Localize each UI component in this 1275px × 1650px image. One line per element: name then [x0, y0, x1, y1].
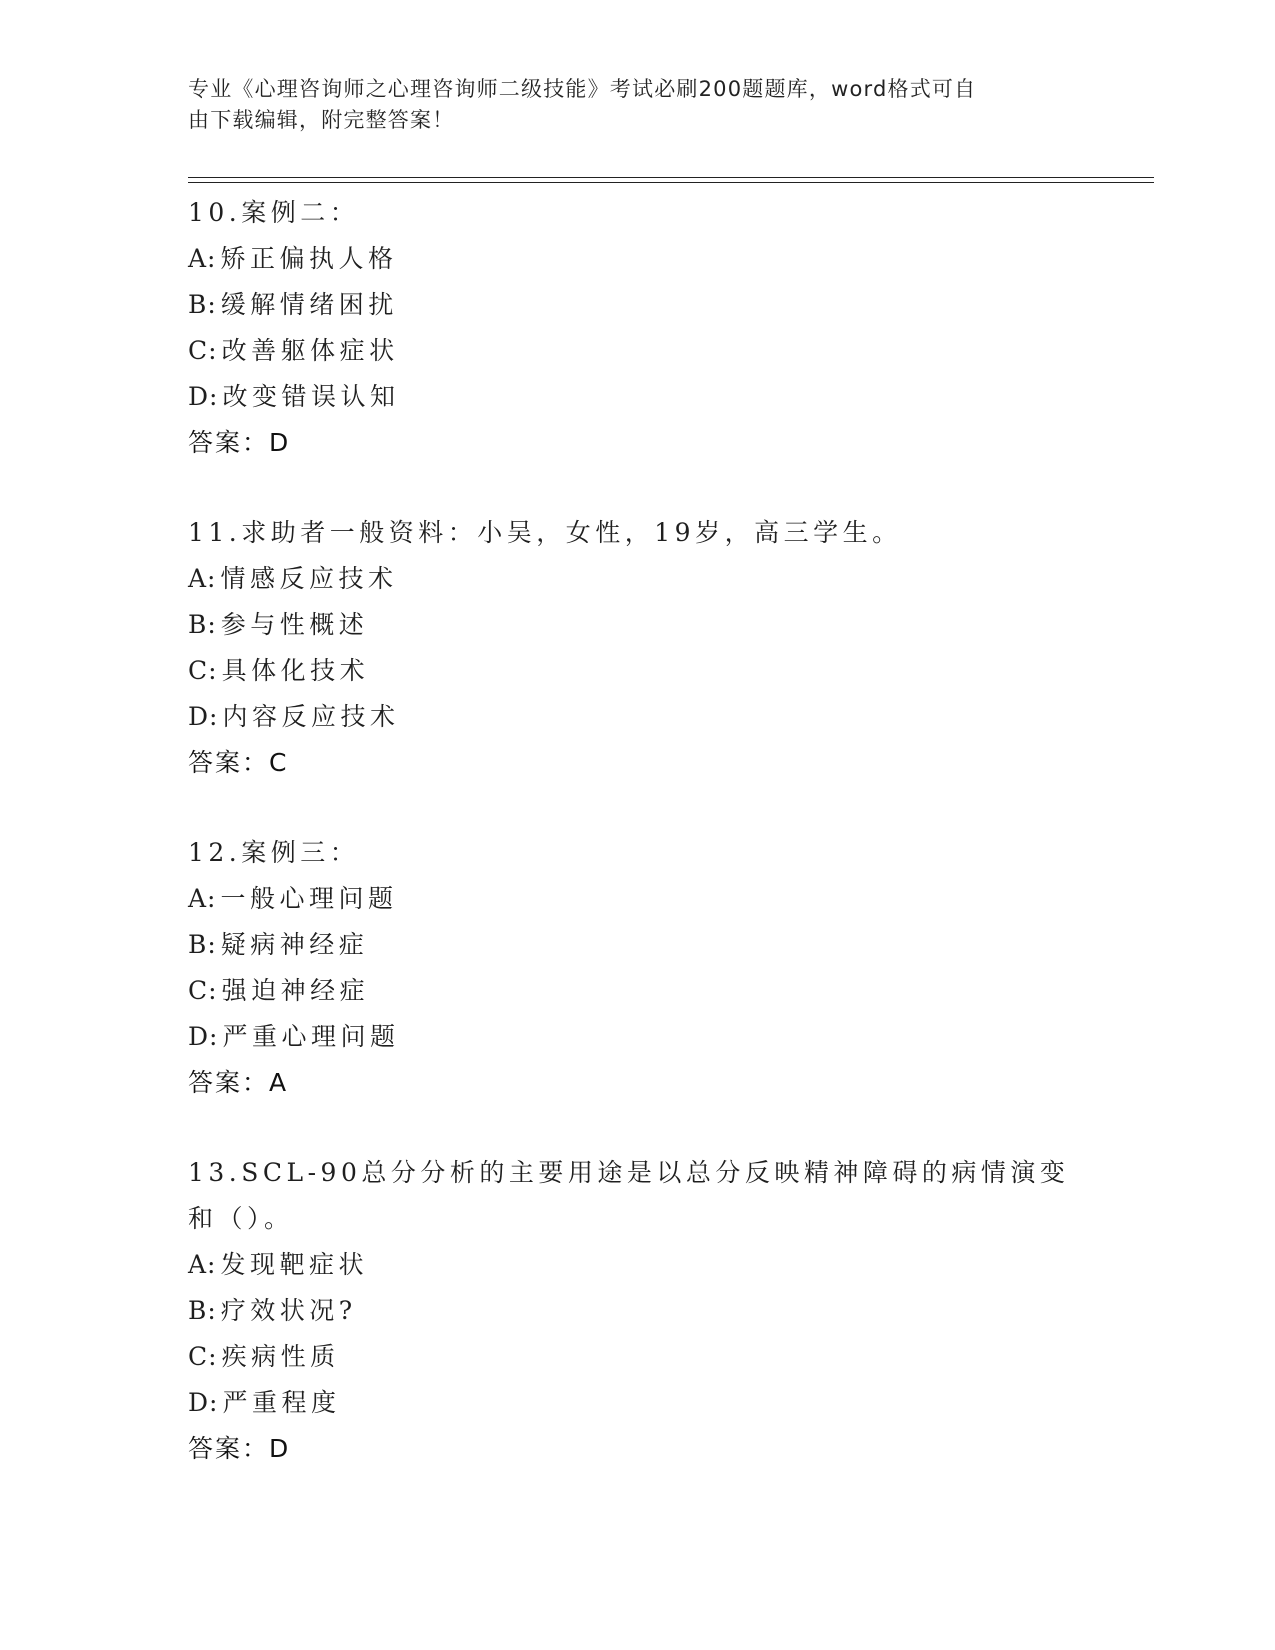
answer-line — [188, 1426, 1088, 1472]
option-letter: D: — [188, 1022, 219, 1051]
answer-label: 答案： — [188, 1434, 270, 1463]
answer-line — [188, 1060, 1088, 1106]
answer-value: A — [269, 1068, 288, 1097]
option-text: 改变错误认知 — [222, 382, 400, 411]
option-c — [188, 328, 1088, 374]
option-text: 改善躯体症状 — [221, 336, 399, 365]
answer-label: 答案： — [188, 1068, 270, 1097]
document-header-note — [188, 74, 1068, 136]
question-stem: 11.求助者一般资料：小吴，女性，19岁，高三学生。 — [188, 518, 902, 547]
question-list — [188, 190, 1088, 1516]
option-letter: D: — [188, 702, 219, 731]
option-b — [188, 922, 1088, 968]
option-text: 情感反应技术 — [220, 564, 398, 593]
option-d — [188, 694, 1088, 740]
header-divider-top — [188, 177, 1154, 178]
option-letter: C: — [188, 1342, 218, 1371]
question-11 — [188, 510, 1088, 786]
answer-label: 答案： — [188, 748, 270, 777]
option-letter: A: — [188, 244, 217, 273]
option-letter: D: — [188, 1388, 219, 1417]
option-a — [188, 556, 1088, 602]
answer-value: D — [269, 1434, 290, 1463]
option-text: 缓解情绪困扰 — [220, 290, 398, 319]
question-stem: 10.案例二： — [188, 198, 360, 227]
question-12 — [188, 830, 1088, 1106]
answer-line — [188, 420, 1088, 466]
header-line-2: 由下载编辑，附完整答案！ — [188, 108, 455, 132]
option-text: 强迫神经症 — [221, 976, 370, 1005]
option-a — [188, 876, 1088, 922]
option-a — [188, 1242, 1088, 1288]
option-letter: A: — [188, 884, 217, 913]
option-c — [188, 968, 1088, 1014]
option-b — [188, 602, 1088, 648]
question-stem: 13.SCL-90总分分析的主要用途是以总分反映精神障碍的病情演变和（）。 — [188, 1158, 1070, 1233]
option-letter: C: — [188, 976, 218, 1005]
option-text: 参与性概述 — [220, 610, 369, 639]
option-text: 具体化技术 — [221, 656, 370, 685]
option-text: 发现靶症状 — [220, 1250, 368, 1279]
answer-value: C — [269, 748, 288, 777]
option-b — [188, 282, 1088, 328]
answer-line — [188, 740, 1088, 786]
option-d — [188, 374, 1088, 420]
option-c — [188, 648, 1088, 694]
option-d — [188, 1014, 1088, 1060]
option-letter: B: — [188, 610, 217, 639]
option-text: 严重心理问题 — [222, 1022, 400, 1051]
header-line-1: 专业《心理咨询师之心理咨询师二级技能》考试必刷200题题库，word格式可自 — [188, 77, 977, 101]
option-letter: A: — [188, 1250, 217, 1279]
question-13 — [188, 1150, 1088, 1472]
option-letter: B: — [188, 290, 217, 319]
question-stem: 12.案例三： — [188, 838, 360, 867]
option-letter: B: — [188, 1296, 217, 1325]
option-b — [188, 1288, 1088, 1334]
option-letter: B: — [188, 930, 217, 959]
option-a — [188, 236, 1088, 282]
option-text: 疗效状况? — [220, 1296, 357, 1325]
option-c — [188, 1334, 1088, 1380]
answer-label: 答案： — [188, 428, 270, 457]
question-10 — [188, 190, 1088, 466]
option-text: 内容反应技术 — [222, 702, 400, 731]
option-text: 疾病性质 — [221, 1342, 340, 1371]
option-letter: D: — [188, 382, 219, 411]
option-letter: A: — [188, 564, 217, 593]
option-d — [188, 1380, 1088, 1426]
option-letter: C: — [188, 336, 218, 365]
option-text: 疑病神经症 — [220, 930, 369, 959]
option-letter: C: — [188, 656, 218, 685]
option-text: 一般心理问题 — [220, 884, 398, 913]
answer-value: D — [269, 428, 290, 457]
header-divider-bottom — [188, 182, 1154, 183]
option-text: 严重程度 — [222, 1388, 341, 1417]
option-text: 矫正偏执人格 — [220, 244, 398, 273]
